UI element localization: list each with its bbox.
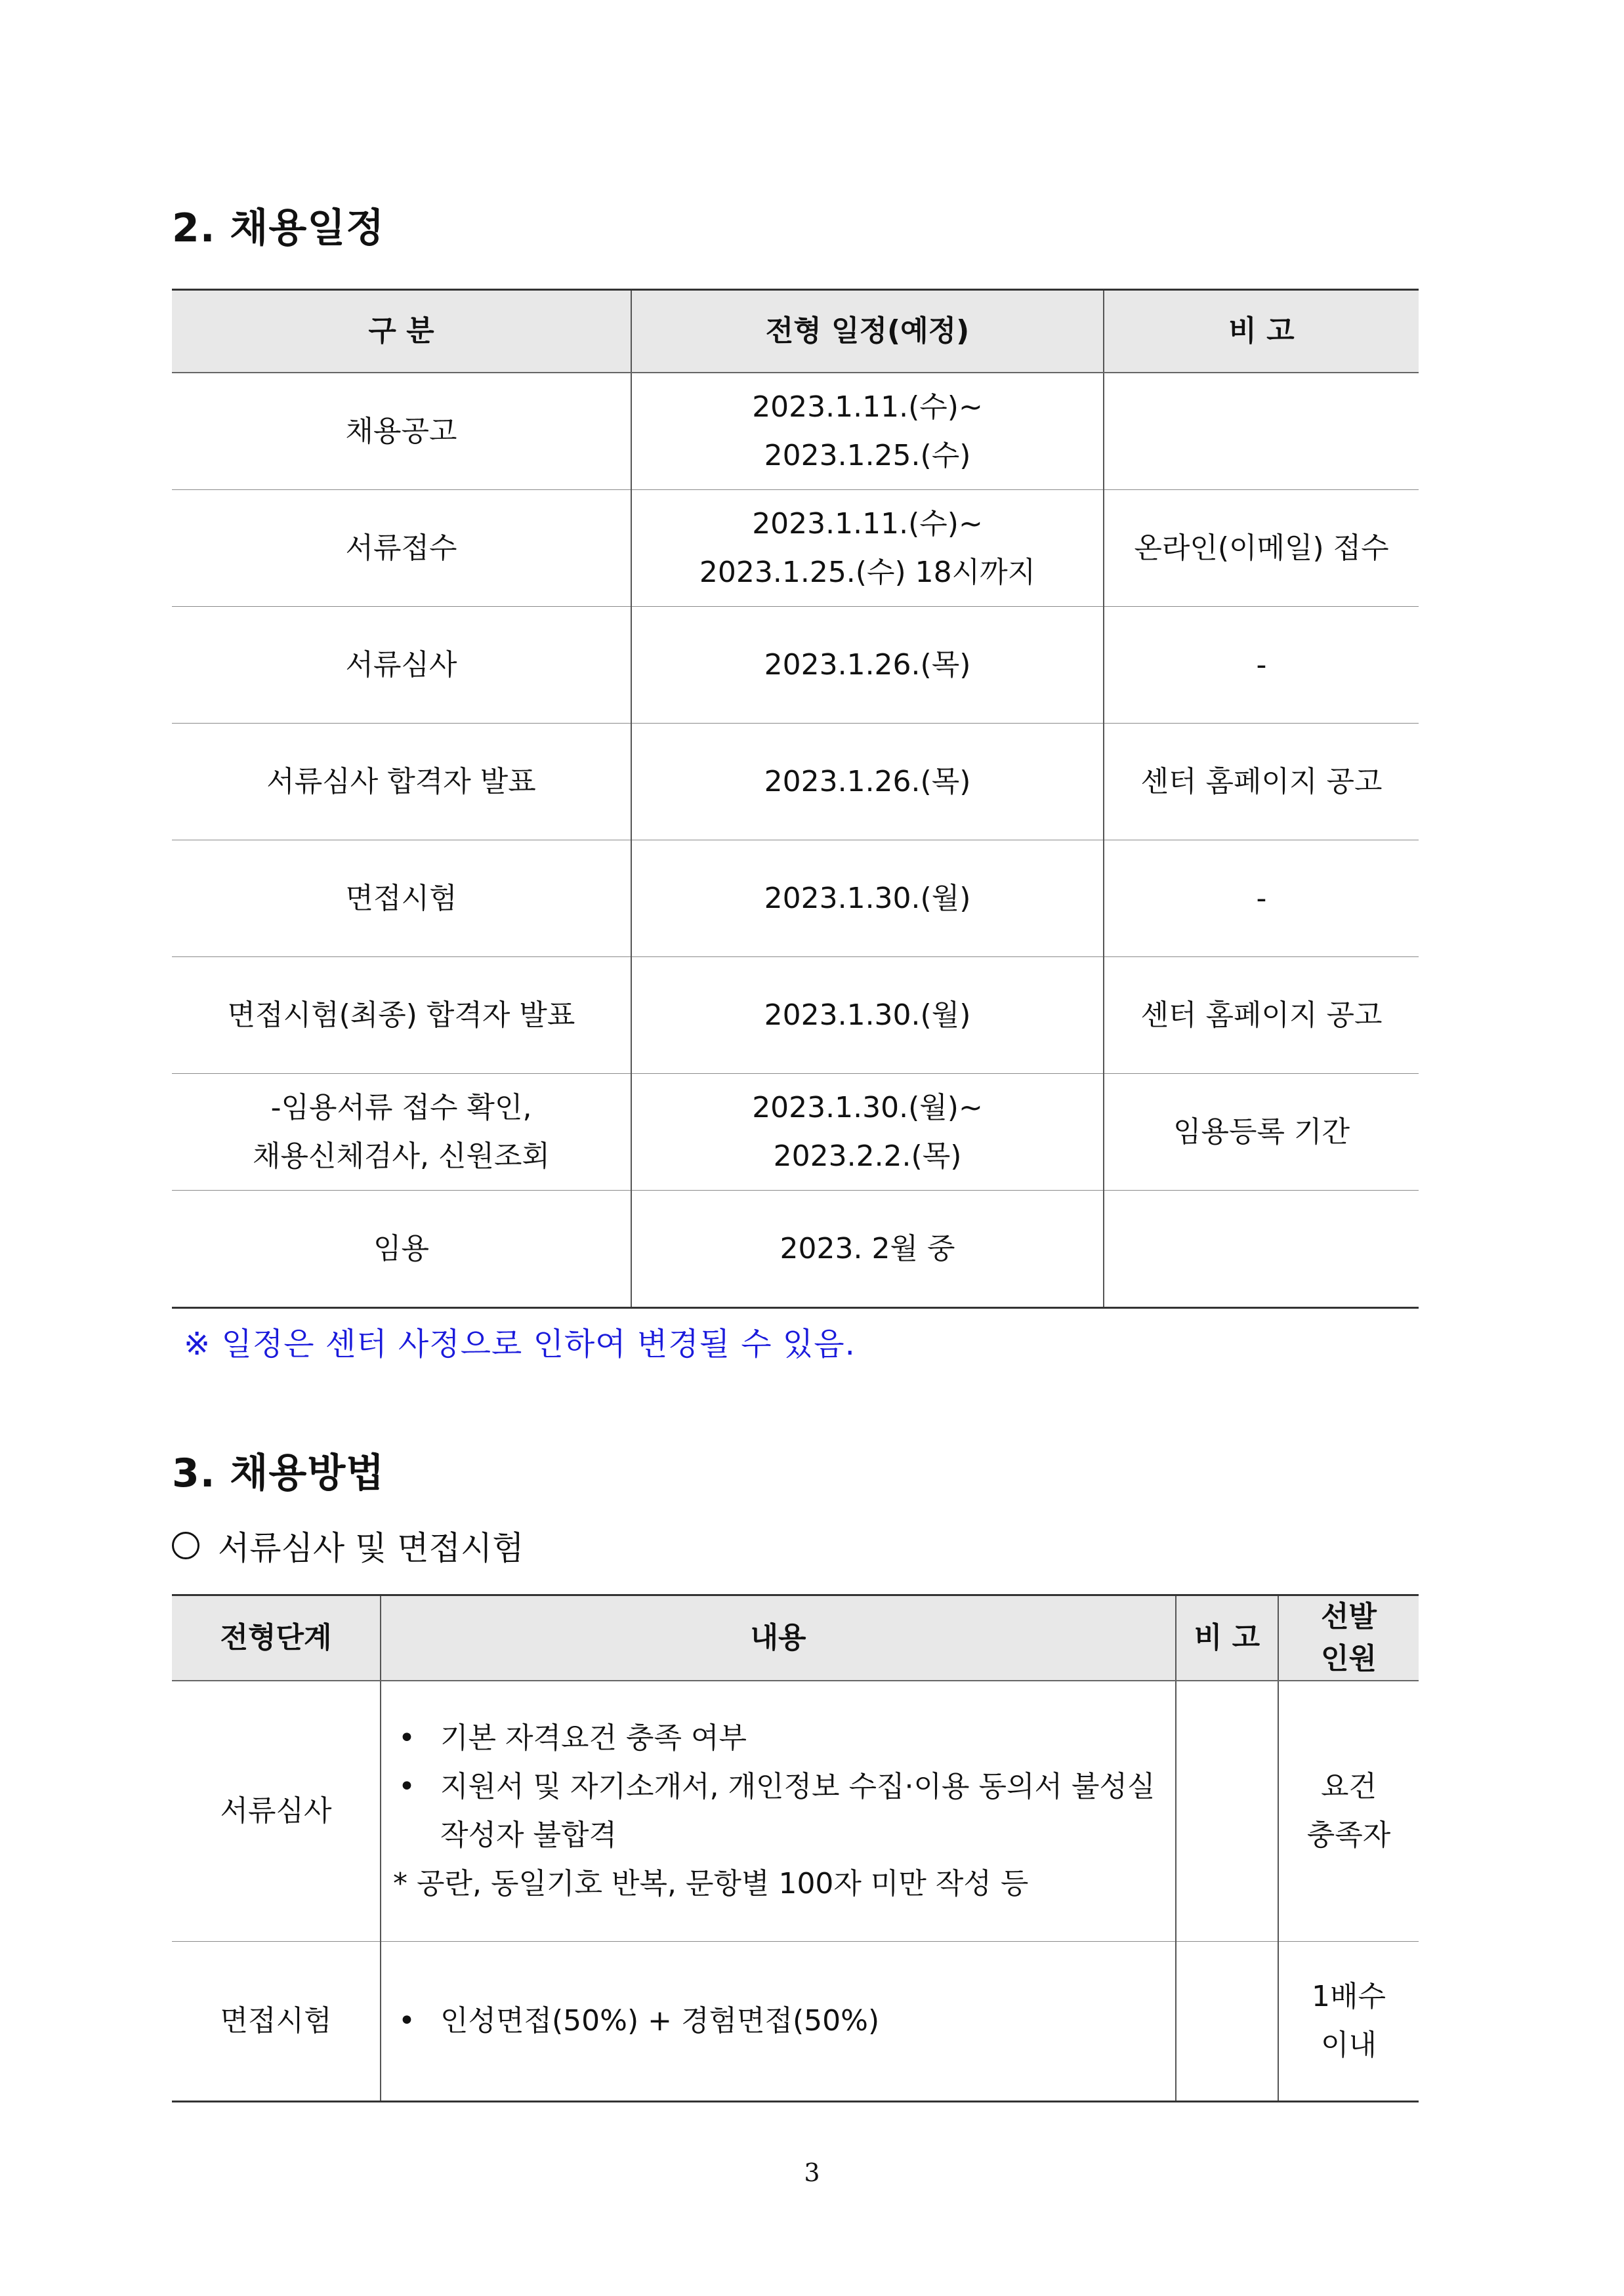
header-note: 비 고 — [1176, 1595, 1278, 1681]
selection-line: 1배수 — [1311, 1980, 1386, 2013]
schedule-line: 2023.1.30.(월)~ — [752, 1090, 983, 1124]
schedule-line: 2023.1.11.(수)~ — [752, 506, 983, 541]
category-line: 채용신체검사, 신원조회 — [252, 1139, 550, 1173]
cell-note: 센터 홈페이지 공고 — [1104, 957, 1419, 1074]
remark-text: * 공란, 동일기호 반복, 문항별 100자 미만 작성 등 — [393, 1867, 1029, 1900]
cell-category: 서류접수 — [172, 490, 631, 607]
list-item — [393, 1763, 1163, 1860]
header-selection-line: 인원 — [1320, 1642, 1377, 1675]
list-item-text: 기본 자격요건 충족 여부 — [440, 1721, 747, 1755]
bullet-dot-icon: • — [398, 2004, 415, 2038]
bullet-dot-icon: • — [398, 1721, 415, 1755]
cell-note: 온라인(이메일) 접수 — [1104, 490, 1419, 607]
cell-schedule: 2023.1.26.(목) — [631, 724, 1104, 840]
section-heading-method: 3. 채용방법 — [172, 1450, 385, 1496]
cell-stage: 서류심사 — [172, 1681, 381, 1942]
list-item — [393, 1714, 1163, 1763]
cell-note — [1176, 1681, 1278, 1942]
cell-selection — [1278, 1681, 1419, 1942]
table-row — [172, 724, 1419, 840]
method-table — [172, 1594, 1419, 2102]
method-subheading-text: 서류심사 및 면접시험 — [218, 1529, 524, 1567]
cell-selection — [1278, 1942, 1419, 2102]
table-row — [172, 373, 1419, 490]
method-subheading — [172, 1522, 524, 1569]
schedule-line: 2023.2.2.(목) — [773, 1139, 962, 1173]
cell-category: 면접시험 — [172, 840, 631, 957]
cell-schedule: 2023. 2월 중 — [631, 1191, 1104, 1308]
cell-content — [381, 1942, 1176, 2102]
header-stage: 전형단계 — [172, 1595, 381, 1681]
cell-category: 채용공고 — [172, 373, 631, 490]
table-row — [172, 1191, 1419, 1308]
cell-category: 면접시험(최종) 합격자 발표 — [172, 957, 631, 1074]
cell-schedule: 2023.1.30.(월) — [631, 957, 1104, 1074]
table-row — [172, 1074, 1419, 1191]
cell-schedule: 2023.1.30.(월) — [631, 840, 1104, 957]
selection-line: 이내 — [1320, 2028, 1377, 2062]
schedule-line: 2023.1.25.(수) 18시까지 — [699, 555, 1036, 589]
table-row — [172, 957, 1419, 1074]
table-row — [172, 840, 1419, 957]
category-line: -임용서류 접수 확인, — [270, 1090, 532, 1124]
bullet-dot-icon: • — [398, 1770, 415, 1803]
schedule-table — [172, 289, 1419, 1309]
cell-note: 센터 홈페이지 공고 — [1104, 724, 1419, 840]
cell-category: 서류심사 합격자 발표 — [172, 724, 631, 840]
method-table-header — [172, 1595, 1419, 1681]
circle-bullet-icon — [172, 1532, 199, 1559]
table-row — [172, 1681, 1419, 1942]
cell-category: 서류심사 — [172, 607, 631, 724]
header-schedule: 전형 일정(예정) — [631, 290, 1104, 373]
list-item-text: 인성면접(50%) + 경험면접(50%) — [440, 2004, 880, 2038]
schedule-line: 2023.1.25.(수) — [764, 438, 971, 472]
list-item — [393, 1997, 1163, 2045]
header-category: 구 분 — [172, 290, 631, 373]
cell-stage: 면접시험 — [172, 1942, 381, 2102]
cell-category — [172, 1074, 631, 1191]
cell-schedule — [631, 373, 1104, 490]
table-row — [172, 1942, 1419, 2102]
cell-note — [1104, 373, 1419, 490]
cell-note — [1104, 1191, 1419, 1308]
page-number: 3 — [804, 2158, 820, 2187]
list-item-text: 지원서 및 자기소개서, 개인정보 수집·이용 동의서 불성실 작성자 불합격 — [440, 1770, 1156, 1852]
schedule-line: 2023.1.11.(수)~ — [752, 390, 983, 424]
cell-note: - — [1104, 607, 1419, 724]
cell-note: - — [1104, 840, 1419, 957]
header-selection-line: 선발 — [1320, 1600, 1377, 1633]
schedule-table-header — [172, 290, 1419, 373]
section-heading-schedule: 2. 채용일정 — [172, 205, 385, 251]
cell-category: 임용 — [172, 1191, 631, 1308]
cell-schedule: 2023.1.26.(목) — [631, 607, 1104, 724]
cell-content — [381, 1681, 1176, 1942]
header-note: 비 고 — [1104, 290, 1419, 373]
header-content: 내용 — [381, 1595, 1176, 1681]
table-row — [172, 490, 1419, 607]
header-selection — [1278, 1595, 1419, 1681]
selection-line: 요건 — [1320, 1770, 1377, 1803]
selection-line: 충족자 — [1306, 1818, 1391, 1852]
cell-note: 임용등록 기간 — [1104, 1074, 1419, 1191]
schedule-footnote: ※ 일정은 센터 사정으로 인하여 변경될 수 있음. — [184, 1326, 856, 1363]
cell-schedule — [631, 490, 1104, 607]
cell-note — [1176, 1942, 1278, 2102]
cell-schedule — [631, 1074, 1104, 1191]
table-row — [172, 607, 1419, 724]
